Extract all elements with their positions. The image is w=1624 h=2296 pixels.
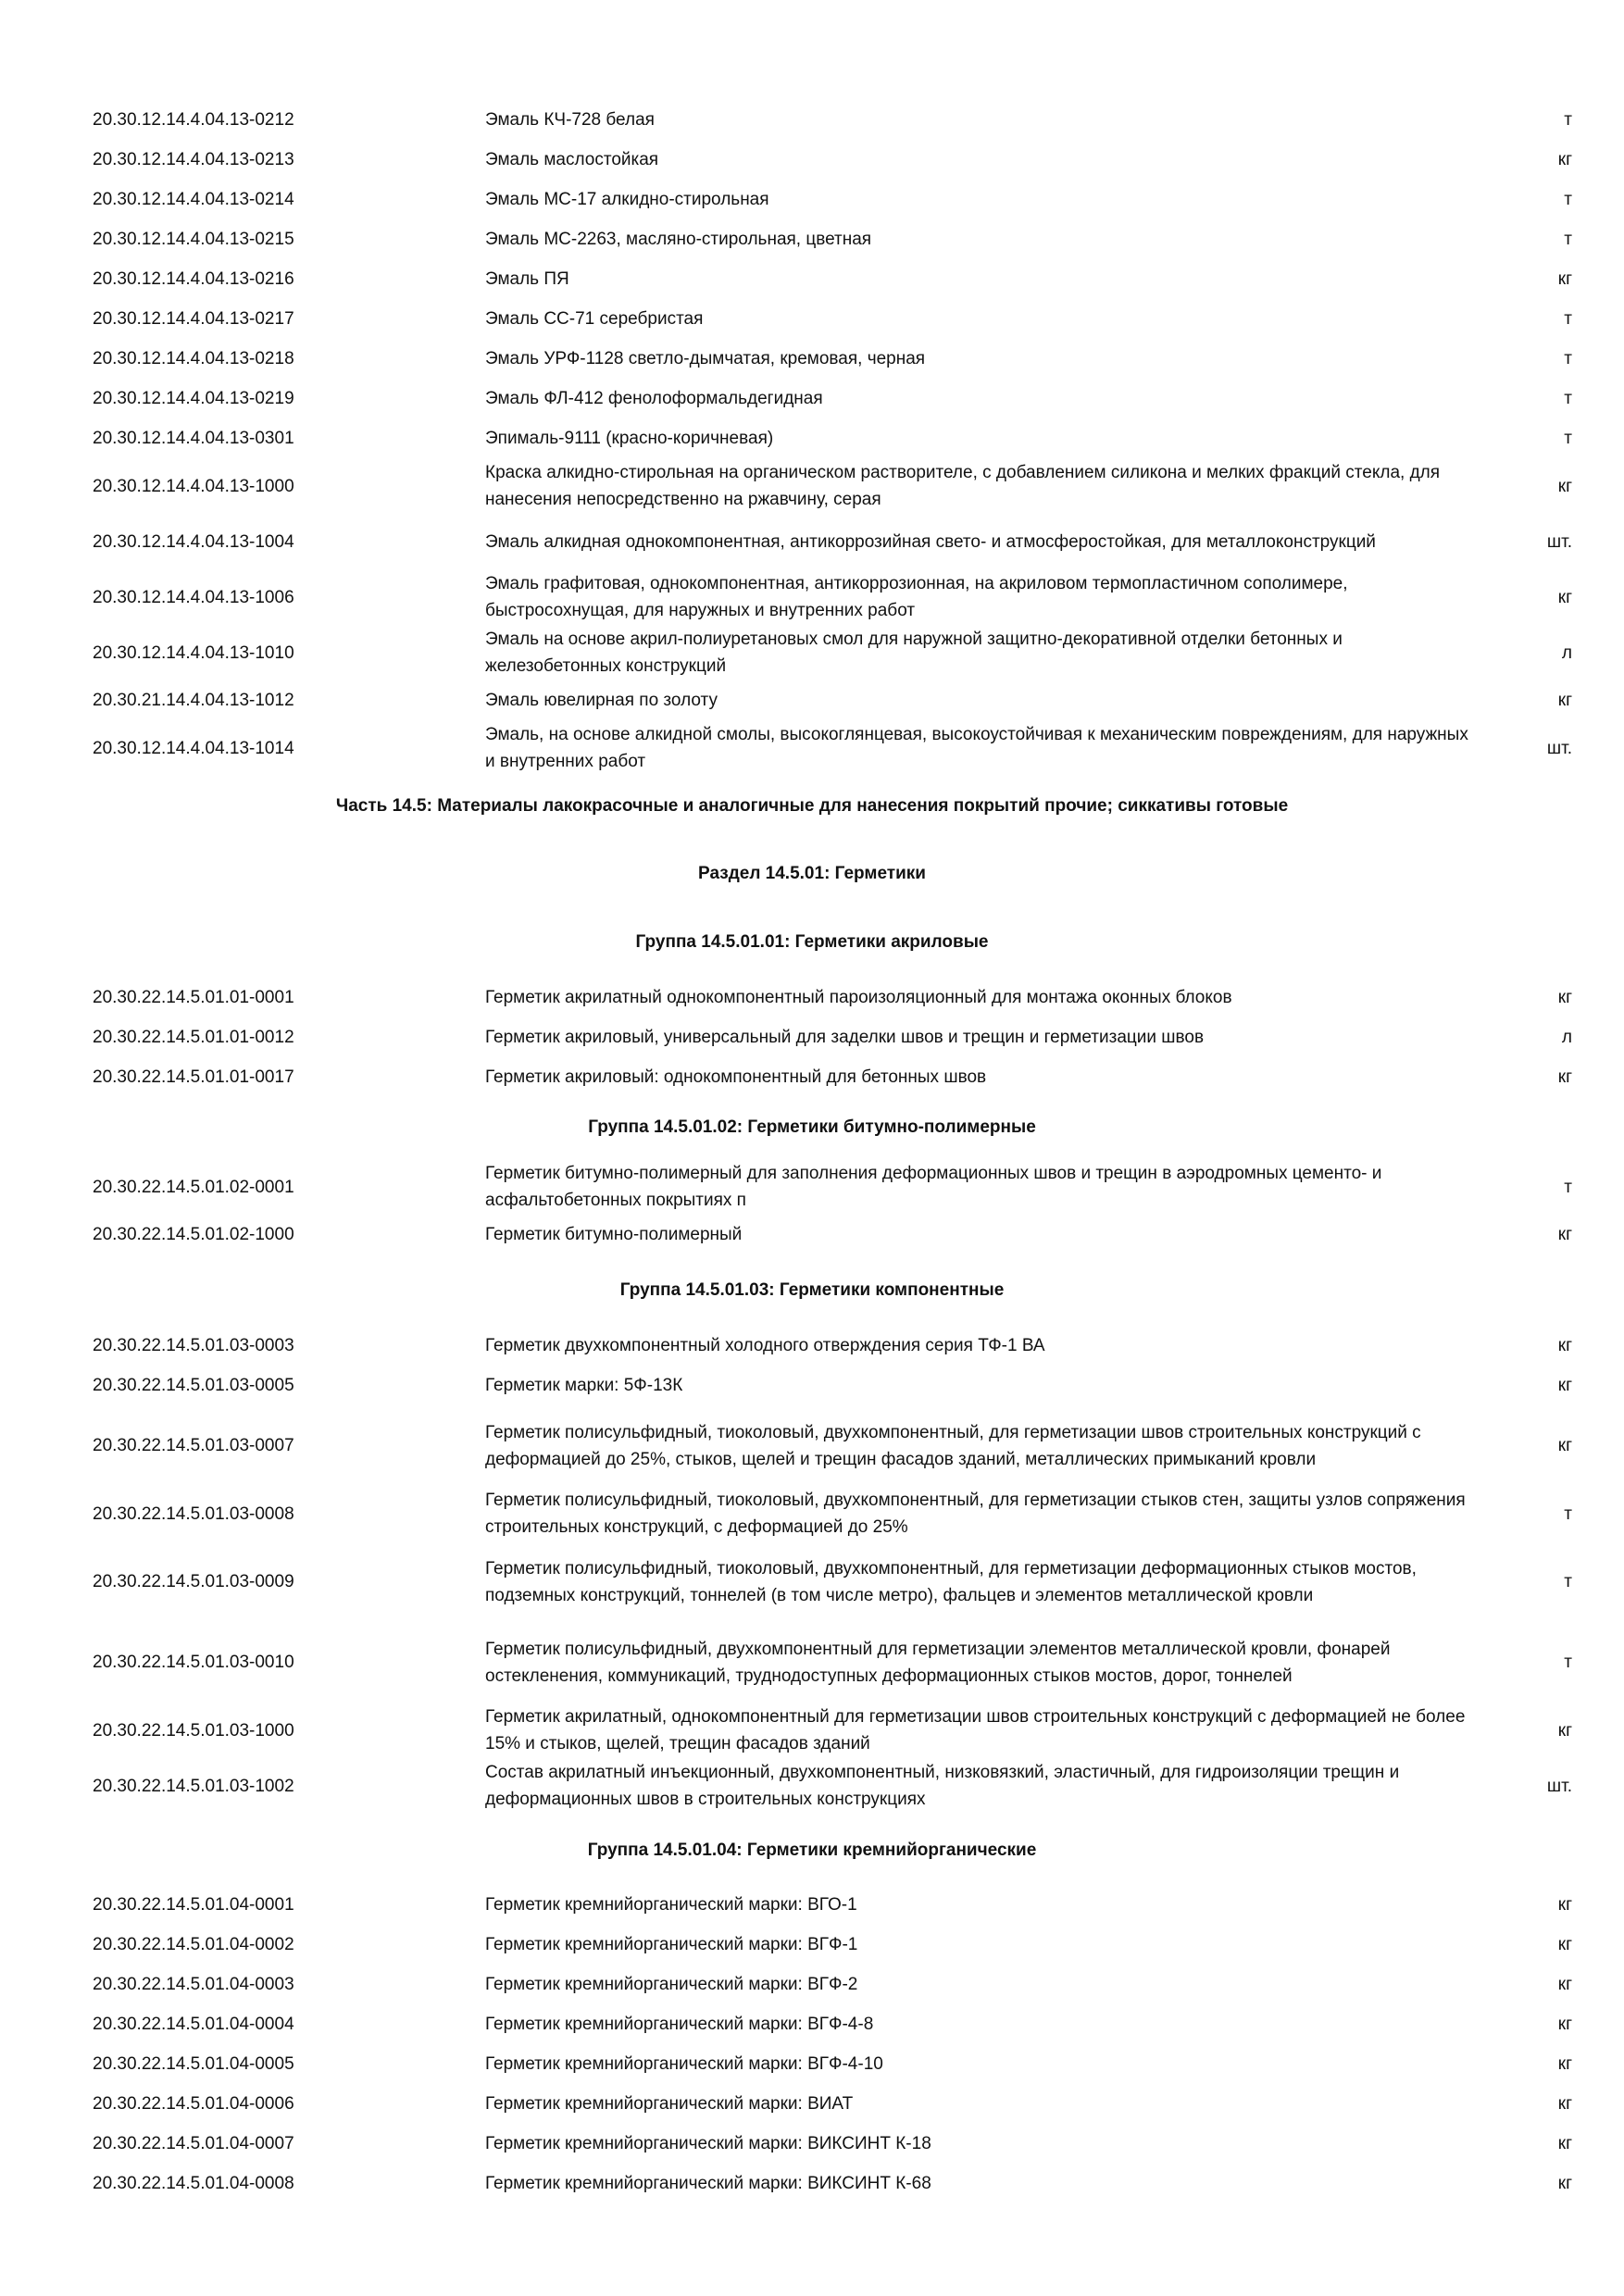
row-code: 20.30.22.14.5.01.01-0001 [93, 988, 294, 1007]
row-name: Герметик битумно-полимерный [485, 1225, 743, 1244]
table-row [93, 1017, 1574, 1057]
row-unit: т [1564, 110, 1572, 130]
row-code: 20.30.12.14.4.04.13-0214 [93, 190, 294, 209]
row-code: 20.30.22.14.5.01.03-0010 [93, 1653, 294, 1672]
table-row [93, 1405, 1574, 1486]
row-name: Герметик битумно-полимерный для заполнения деформационных швов и трещин в аэродромных цементо- и асфальтобетонных покрытиях п [485, 1164, 1382, 1210]
row-unit: кг [1557, 2174, 1572, 2193]
row-unit: кг [1557, 2134, 1572, 2153]
row-code: 20.30.12.14.4.04.13-0213 [93, 150, 294, 169]
row-name: Герметик марки: 5Ф-13К [485, 1376, 683, 1395]
row-name: Герметик кремнийорганический марки: ВГФ-4-10 [485, 2054, 883, 2074]
table-row [93, 1057, 1574, 1097]
section-heading: Раздел 14.5.01: Герметики [698, 864, 926, 883]
table-row [93, 379, 1574, 418]
row-name: Герметик акрилатный, однокомпонентный для герметизации швов строительных конструкций с деформацией не более 15% и стыков, щелей, трещин фасадов зданий [485, 1707, 1466, 1753]
row-code: 20.30.12.14.4.04.13-0217 [93, 309, 294, 329]
row-unit: т [1564, 190, 1572, 209]
row-code: 20.30.12.14.4.04.13-0212 [93, 110, 294, 130]
table-row [93, 299, 1574, 339]
row-unit: кг [1557, 476, 1572, 496]
row-unit: кг [1557, 269, 1572, 289]
table-row [93, 2124, 1574, 2164]
row-unit: т [1564, 1653, 1572, 1672]
row-code: 20.30.22.14.5.01.03-0003 [93, 1336, 294, 1355]
row-name: Герметик полисульфидный, двухкомпонентный для герметизации элементов металлической кровли, фонарей остекленения, коммуникаций, труднодоступных деформационных стыков мостов, дорог, тоннелей [485, 1639, 1391, 1686]
row-unit: кг [1557, 1720, 1572, 1741]
row-unit: шт. [1546, 531, 1572, 552]
row-unit: т [1564, 349, 1572, 368]
table-row [93, 100, 1574, 140]
row-code: 20.30.12.14.4.04.13-0218 [93, 349, 294, 368]
row-code: 20.30.22.14.5.01.04-0004 [93, 2015, 294, 2034]
table-row [93, 1703, 1574, 1758]
table-row [93, 978, 1574, 1017]
row-unit: т [1564, 1572, 1572, 1591]
row-code: 20.30.22.14.5.01.02-1000 [93, 1225, 294, 1244]
row-code: 20.30.22.14.5.01.04-0003 [93, 1975, 294, 1994]
row-code: 20.30.22.14.5.01.03-0008 [93, 1504, 294, 1524]
row-name: Краска алкидно-стирольная на органическом растворителе, с добавлением силикона и мелких фракций стекла, для нанесения непосредственно на ржавчину, серая [485, 463, 1441, 509]
row-name: Герметик полисульфидный, тиоколовый, двухкомпонентный, для герметизации стыков стен, защиты узлов сопряжения строительных конструкций, с деформацией до 25% [485, 1491, 1466, 1537]
row-unit: л [1561, 643, 1572, 663]
table-row [93, 259, 1574, 299]
row-code: 20.30.12.14.4.04.13-0215 [93, 230, 294, 249]
row-unit: кг [1557, 691, 1572, 710]
row-code: 20.30.12.14.4.04.13-1000 [93, 476, 294, 496]
row-code: 20.30.22.14.5.01.03-1000 [93, 1720, 294, 1741]
row-name: Эмаль, на основе алкидной смолы, высокоглянцевая, высокоустойчивая к механическим повреждениям, для наружных и внутренних работ [485, 725, 1468, 771]
table-block-group-3 [93, 1326, 1574, 1814]
row-name: Эмаль ФЛ-412 фенолоформальдегидная [485, 389, 823, 408]
row-code: 20.30.22.14.5.01.03-1002 [93, 1776, 294, 1796]
row-unit: кг [1557, 1975, 1572, 1994]
row-code: 20.30.12.14.4.04.13-1006 [93, 587, 294, 607]
row-unit: кг [1557, 1935, 1572, 1954]
part-heading: Часть 14.5: Материалы лакокрасочные и аналогичные для нанесения покрытий прочие; сиккативы готовые [335, 796, 1289, 816]
row-name: Герметик кремнийорганический марки: ВГФ-1 [485, 1935, 858, 1954]
group-heading: Группа 14.5.01.02: Герметики битумно-полимерные [588, 1117, 1036, 1137]
row-code: 20.30.12.14.4.04.13-1004 [93, 531, 294, 552]
table-block-group-4 [93, 1885, 1574, 2203]
table-row [93, 2004, 1574, 2044]
row-code: 20.30.22.14.5.01.01-0017 [93, 1067, 294, 1087]
row-code: 20.30.22.14.5.01.04-0001 [93, 1895, 294, 1915]
row-name: Эмаль МС-17 алкидно-стирольная [485, 190, 769, 209]
row-code: 20.30.22.14.5.01.03-0009 [93, 1572, 294, 1591]
row-name: Эмаль МС-2263, масляно-стирольная, цветная [485, 230, 872, 249]
row-name: Эпималь-9111 (красно-коричневая) [485, 429, 774, 448]
table-row [93, 680, 1574, 720]
row-unit: кг [1557, 2015, 1572, 2034]
row-unit: т [1564, 429, 1572, 448]
row-unit: т [1564, 389, 1572, 408]
table-row [93, 2164, 1574, 2203]
row-unit: шт. [1546, 738, 1572, 758]
row-name: Герметик двухкомпонентный холодного отверждения серия ТФ-1 ВА [485, 1336, 1045, 1355]
row-name: Эмаль СС-71 серебристая [485, 309, 704, 329]
table-row [93, 339, 1574, 379]
group-heading: Группа 14.5.01.04: Герметики кремнийорганические [587, 1841, 1037, 1860]
table-row [93, 1486, 1574, 1541]
table-row [93, 2044, 1574, 2084]
row-unit: кг [1557, 2054, 1572, 2074]
row-code: 20.30.21.14.4.04.13-1012 [93, 691, 294, 710]
row-code: 20.30.22.14.5.01.03-0007 [93, 1436, 294, 1455]
table-row [93, 720, 1574, 776]
group-heading: Группа 14.5.01.03: Герметики компонентные [619, 1280, 1005, 1300]
table-block-group-1 [93, 978, 1574, 1097]
row-name: Герметик кремнийорганический марки: ВГФ-2 [485, 1975, 858, 1994]
row-unit: т [1564, 230, 1572, 249]
row-name: Эмаль маслостойкая [485, 150, 659, 169]
row-unit: т [1564, 1504, 1572, 1524]
table-row [93, 1366, 1574, 1405]
row-name: Герметик кремнийорганический марки: ВИКСИНТ К-18 [485, 2134, 931, 2153]
row-unit: кг [1557, 150, 1572, 169]
row-name: Герметик кремнийорганический марки: ВИКСИНТ К-68 [485, 2174, 931, 2193]
row-name: Герметик кремнийорганический марки: ВГО-1 [485, 1895, 857, 1915]
row-name: Эмаль КЧ-728 белая [485, 110, 655, 130]
row-unit: кг [1557, 1436, 1572, 1455]
row-name: Эмаль графитовая, однокомпонентная, антикоррозионная, на акриловом термопластичном сополимере, быстросохнущая, для наружных и внутренних работ [485, 574, 1348, 620]
table-row [93, 1215, 1574, 1254]
row-code: 20.30.12.14.4.04.13-0216 [93, 269, 294, 289]
table-row [93, 1885, 1574, 1925]
row-name: Герметик акрилатный однокомпонентный пароизоляционный для монтажа оконных блоков [485, 988, 1232, 1007]
table-row [93, 219, 1574, 259]
row-name: Герметик кремнийорганический марки: ВИАТ [485, 2094, 854, 2114]
row-name: Состав акрилатный инъекционный, двухкомпонентный, низковязкий, эластичный, для гидроизоляции трещин и деформационных швов в строительных конструкциях [485, 1763, 1400, 1809]
table-row [93, 1326, 1574, 1366]
row-code: 20.30.22.14.5.01.04-0008 [93, 2174, 294, 2193]
group-heading: Группа 14.5.01.01: Герметики акриловые [635, 932, 989, 952]
row-code: 20.30.22.14.5.01.04-0002 [93, 1935, 294, 1954]
row-code: 20.30.12.14.4.04.13-1010 [93, 643, 294, 663]
row-unit: кг [1557, 587, 1572, 607]
table-row [93, 1159, 1574, 1215]
table-row [93, 2084, 1574, 2124]
row-code: 20.30.22.14.5.01.02-0001 [93, 1177, 294, 1197]
row-unit: т [1564, 1177, 1572, 1197]
table-row [93, 625, 1574, 680]
table-row [93, 1925, 1574, 1965]
row-name: Эмаль на основе акрил-полиуретановых смол для наружной защитно-декоративной отделки бетонных и железобетонных конструкций [485, 630, 1343, 676]
row-code: 20.30.12.14.4.04.13-0219 [93, 389, 294, 408]
row-name: Герметик акриловый: однокомпонентный для бетонных швов [485, 1067, 987, 1087]
row-unit: кг [1557, 1336, 1572, 1355]
table-row [93, 418, 1574, 458]
row-unit: шт. [1546, 1776, 1572, 1796]
row-unit: кг [1557, 2094, 1572, 2114]
row-name: Эмаль УРФ-1128 светло-дымчатая, кремовая, черная [485, 349, 926, 368]
table-block-group-2 [93, 1159, 1574, 1254]
row-unit: л [1561, 1028, 1572, 1047]
table-row [93, 1758, 1574, 1814]
row-unit: кг [1557, 1225, 1572, 1244]
row-code: 20.30.12.14.4.04.13-1014 [93, 738, 294, 758]
row-unit: кг [1557, 1376, 1572, 1395]
table-row [93, 514, 1574, 569]
table-row [93, 180, 1574, 219]
table-row [93, 569, 1574, 625]
row-name: Герметик кремнийорганический марки: ВГФ-4-8 [485, 2015, 874, 2034]
table-row [93, 1541, 1574, 1622]
row-name: Эмаль ювелирная по золоту [485, 691, 718, 710]
row-code: 20.30.22.14.5.01.04-0005 [93, 2054, 294, 2074]
row-code: 20.30.22.14.5.01.01-0012 [93, 1028, 294, 1047]
row-code: 20.30.22.14.5.01.03-0005 [93, 1376, 294, 1395]
table-row [93, 1965, 1574, 2004]
table-block-enamels [93, 100, 1574, 776]
row-unit: кг [1557, 1067, 1572, 1087]
table-row [93, 1622, 1574, 1703]
row-name: Эмаль алкидная однокомпонентная, антикоррозийная свето- и атмосферостойкая, для металлоконструкций [485, 531, 1376, 552]
row-code: 20.30.22.14.5.01.04-0007 [93, 2134, 294, 2153]
row-name: Герметик полисульфидный, тиоколовый, двухкомпонентный, для герметизации швов строительных конструкций с деформацией до 25%, стыков, щелей и трещин фасадов зданий, металлических примыканий кровли [485, 1422, 1421, 1469]
row-name: Эмаль ПЯ [485, 269, 569, 289]
row-unit: т [1564, 309, 1572, 329]
row-code: 20.30.12.14.4.04.13-0301 [93, 429, 294, 448]
row-code: 20.30.22.14.5.01.04-0006 [93, 2094, 294, 2114]
table-row [93, 458, 1574, 514]
row-name: Герметик полисульфидный, тиоколовый, двухкомпонентный, для герметизации деформационных стыков мостов, подземных конструкций, тоннелей (в том числе метро), фальцев и элементов металлической кровли [485, 1558, 1417, 1605]
row-unit: кг [1557, 1895, 1572, 1915]
row-unit: кг [1557, 988, 1572, 1007]
row-name: Герметик акриловый, универсальный для заделки швов и трещин и герметизации швов [485, 1028, 1205, 1047]
table-row [93, 140, 1574, 180]
